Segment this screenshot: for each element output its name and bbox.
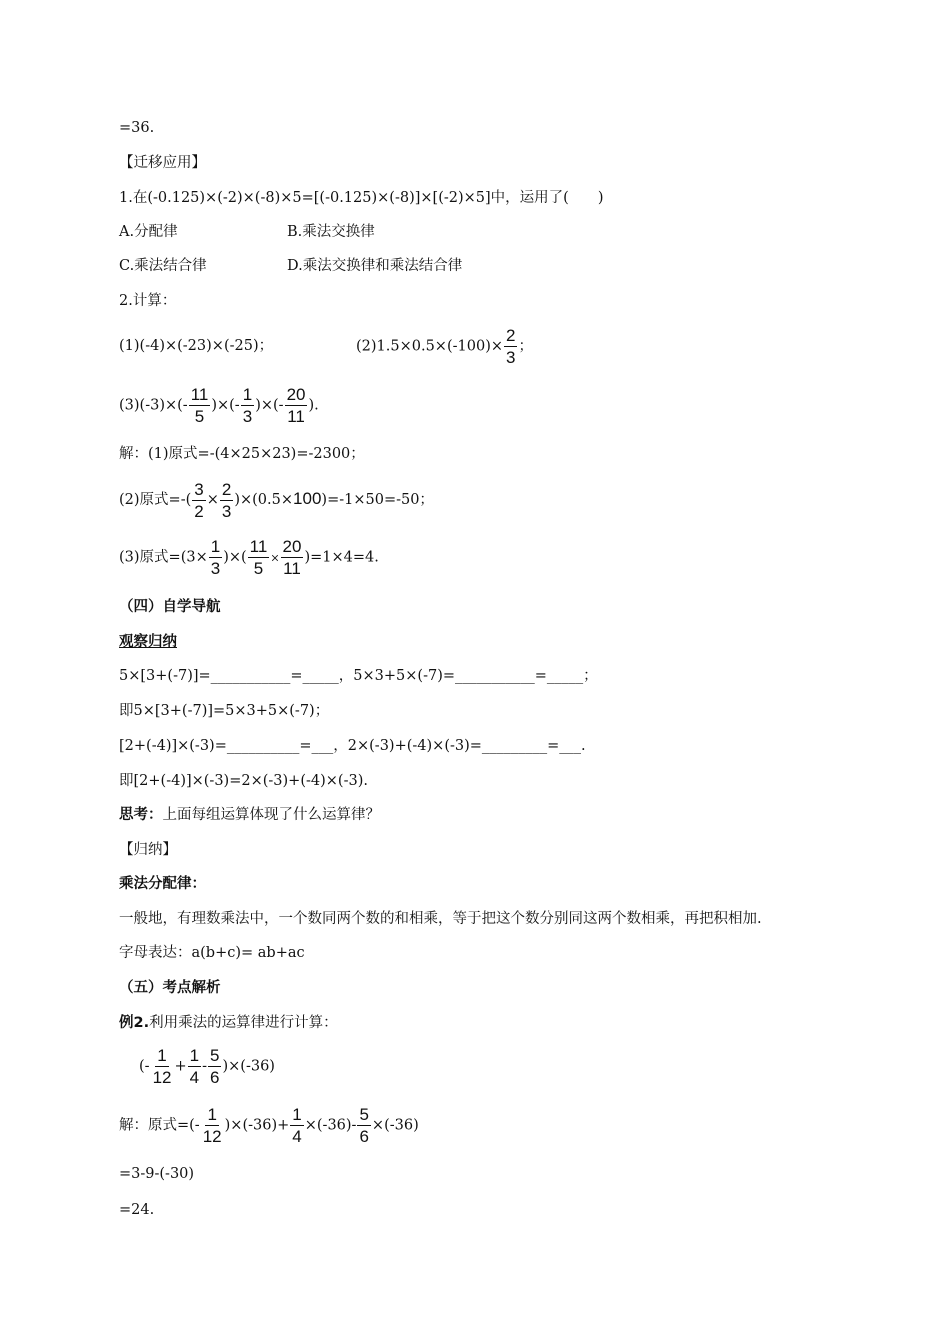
denominator: 2 xyxy=(194,501,204,521)
numerator: 1 xyxy=(157,1046,167,1065)
denominator: 3 xyxy=(210,559,221,578)
denominator: 12 xyxy=(202,1127,222,1146)
question-1-stem: 1.在(-0.125)×(-2)×(-8)×5=[(-0.125)×(-8)]×[(-2)×5]中，运用了( ) xyxy=(119,190,604,206)
observe-heading: 观察归纳 xyxy=(119,634,177,650)
text: (- xyxy=(139,1058,150,1075)
fraction xyxy=(357,1105,370,1146)
fraction xyxy=(220,480,233,521)
denominator: 11 xyxy=(283,559,301,578)
observe-line-4: 即[2+(-4)]×(-3)=2×(-3)+(-4)×(-3). xyxy=(119,773,368,789)
option-b: B.乘法交换律 xyxy=(287,224,375,240)
observe-line-2: 即5×[3+(-7)]=5×3+5×(-7)； xyxy=(119,703,330,719)
numerator: 5 xyxy=(210,1046,220,1065)
question-2-title: 2.计算： xyxy=(119,293,177,309)
fraction xyxy=(248,537,270,578)
denominator: 5 xyxy=(253,559,264,578)
numerator: 20 xyxy=(282,537,302,556)
observe-line-3: [2+(-4)]×(-3)=__________=___，2×(-3)+(-4)×(-3)=_________=___. xyxy=(119,738,586,754)
solution-line-1: 解：(1)原式=-(4×25×23)=-2300； xyxy=(119,446,365,462)
denominator: 11 xyxy=(287,407,305,426)
fraction xyxy=(209,537,222,578)
times-sign: × xyxy=(270,551,280,565)
fraction xyxy=(189,385,211,426)
numerator: 11 xyxy=(190,385,209,404)
fraction xyxy=(281,537,304,578)
question-2-part-1: (1)(-4)×(-23)×(-25)； xyxy=(119,338,274,354)
result-line-2: =24. xyxy=(119,1202,155,1218)
example-text: 利用乘法的运算律进行计算： xyxy=(149,1015,338,1031)
text: (2)原式=-( xyxy=(119,492,192,508)
numerator: 3 xyxy=(194,479,204,499)
numerator: 1 xyxy=(207,1105,217,1124)
fraction xyxy=(192,480,205,521)
numerator: 2 xyxy=(221,479,232,499)
part-2-end: ； xyxy=(518,338,533,355)
minus-sign: - xyxy=(202,1058,208,1075)
denominator: 3 xyxy=(242,407,253,426)
text: )×( xyxy=(223,549,247,566)
fraction xyxy=(208,1046,221,1087)
numerator: 20 xyxy=(286,385,306,404)
fraction xyxy=(188,1046,201,1087)
question-2-part-3 xyxy=(119,385,319,426)
think-label: 思考： xyxy=(119,807,163,823)
numerator: 1 xyxy=(189,1046,200,1065)
numerator: 1 xyxy=(292,1105,302,1124)
plus-sign: + xyxy=(174,1058,187,1075)
times-sign: × xyxy=(206,492,219,508)
result-line: =36. xyxy=(119,120,155,136)
numerator: 5 xyxy=(359,1105,369,1124)
example-label: 例2. xyxy=(119,1015,150,1031)
denominator: 3 xyxy=(221,501,232,521)
observe-line-1: 5×[3+(-7)]=___________=_____，5×3+5×(-7)=___________=_____； xyxy=(119,668,598,684)
denominator: 6 xyxy=(210,1068,220,1087)
denominator: 4 xyxy=(292,1127,302,1146)
text: ×(-36)- xyxy=(304,1117,357,1134)
example-2-line xyxy=(119,1013,338,1033)
text: (3)(-3)×(- xyxy=(119,397,188,414)
numerator: 1 xyxy=(242,385,253,404)
number: 100 xyxy=(293,489,322,508)
question-2-part-2 xyxy=(356,326,533,367)
section-4-heading: （四）自学导航 xyxy=(119,599,221,615)
fraction xyxy=(504,326,517,367)
fraction xyxy=(241,385,254,426)
text: )×(- xyxy=(211,397,240,414)
text: )×(-36) xyxy=(222,1058,275,1075)
numerator: 1 xyxy=(210,537,221,556)
denominator: 6 xyxy=(359,1127,369,1146)
solution-line-2 xyxy=(119,479,434,521)
distributive-law-heading: 乘法分配律： xyxy=(119,876,206,892)
text: 解：原式=(- xyxy=(119,1117,200,1134)
fraction xyxy=(285,385,308,426)
formula-line: 字母表达：a(b+c)= ab+ac xyxy=(119,945,305,961)
option-c: C.乘法结合律 xyxy=(119,258,207,274)
denominator: 3 xyxy=(506,348,516,367)
denominator: 5 xyxy=(194,407,205,426)
text: ×(-36) xyxy=(371,1117,419,1134)
denominator: 4 xyxy=(189,1068,200,1087)
text: )=1×4=4. xyxy=(304,549,379,566)
fraction xyxy=(201,1105,224,1146)
text: (3)原式=(3× xyxy=(119,549,208,566)
denominator: 12 xyxy=(152,1068,172,1087)
distributive-law-text: 一般地，有理数乘法中，一个数同两个数的和相乘，等于把这个数分别同这两个数相乘，再把积相加. xyxy=(119,911,762,927)
text: )×(- xyxy=(255,397,284,414)
example-2-expression xyxy=(139,1046,275,1087)
text: ). xyxy=(308,397,319,414)
text: )×(0.5× xyxy=(234,492,294,508)
result-line-1: =3-9-(-30) xyxy=(119,1166,195,1182)
numerator: 11 xyxy=(249,537,268,556)
example-2-solution xyxy=(119,1105,419,1146)
fraction xyxy=(290,1105,303,1146)
solution-line-3 xyxy=(119,537,379,579)
think-text: 上面每组运算体现了什么运算律？ xyxy=(162,807,380,823)
think-line xyxy=(119,805,380,825)
text: )×(-36)+ xyxy=(224,1117,290,1134)
transfer-heading: 【迁移应用】 xyxy=(119,155,206,171)
text: )=-1×50=-50； xyxy=(321,492,434,508)
option-d: D.乘法交换律和乘法结合律 xyxy=(287,258,463,274)
fraction xyxy=(151,1046,174,1087)
summary-heading: 【归纳】 xyxy=(119,842,177,858)
numerator: 2 xyxy=(506,326,516,345)
part-2-text: (2)1.5×0.5×(-100)× xyxy=(356,338,503,355)
section-5-heading: （五）考点解析 xyxy=(119,980,221,996)
option-a: A.分配律 xyxy=(119,224,178,240)
